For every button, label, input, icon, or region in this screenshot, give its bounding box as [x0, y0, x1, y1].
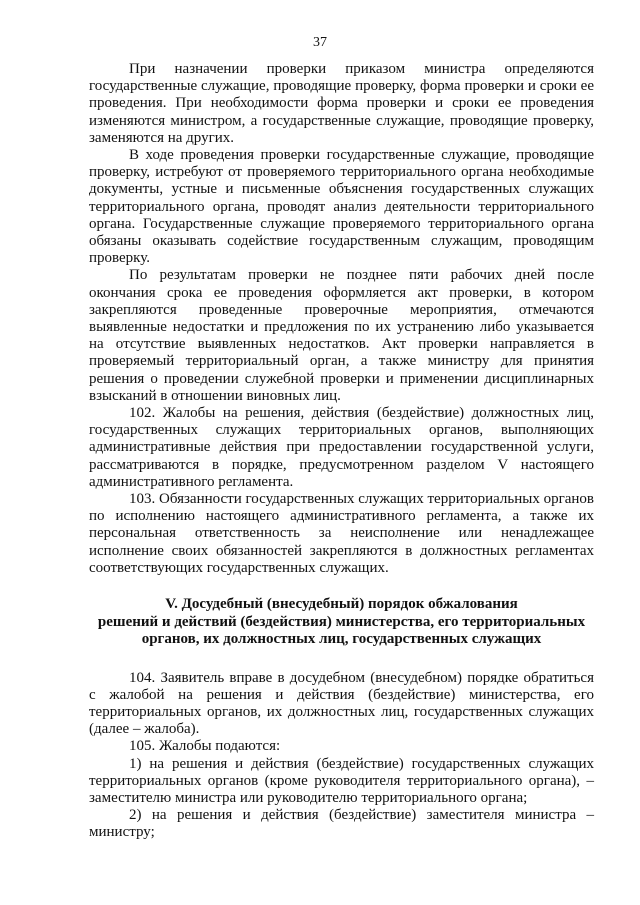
paragraph-103: 103. Обязанности государственных служащих территориальных органов по исполнению настоящего административного регламента, а также их персональная ответственность за неисполнение или ненадлежащее исполнение своих обязанностей закрепляются в должностных регламентах соответствующих государственных служащих.: [89, 491, 595, 576]
paragraph-102: 102. Жалобы на решения, действия (бездействие) должностных лиц, государственных служащих территориальных органов, выполняющих административные действия при предоставлении государственной услуги, рассматриваются в порядке, предусмотренном разделом V настоящего административного регламента.: [89, 405, 594, 490]
section-heading-line-3: органов, их должностных лиц, государственных служащих: [141, 631, 542, 648]
paragraph-105: 105. Жалобы подаются:: [129, 738, 281, 755]
section-heading-line-2: решений и действий (бездействия) министерства, его территориальных: [97, 613, 586, 630]
paragraph-105-item-1: 1) на решения и действия (бездействие) государственных служащих территориальных органов (кроме руководителя территориального органа), – заместителю министра или руководителю территориального органа;: [89, 755, 594, 807]
page-number: 37: [313, 35, 327, 50]
section-heading: [89, 596, 594, 649]
section-heading-line-1: V. Досудебный (внесудебный) порядок обжалования: [165, 596, 518, 613]
paragraph-105-item-2: 2) на решения и действия (бездействие) заместителя министра – министру;: [89, 807, 594, 841]
paragraph-check-results: По результатам проверки не позднее пяти рабочих дней после окончания срока ее проведения оформляется акт проверки, в котором закрепляются проведенные проверочные мероприятия, отмечаются выявленные недостатки и предложения по их устранению либо указывается на отсутствие выявленных недостатков. Акт проверки направляется в проверяемый территориальный орган, а также министру для принятия решения о проведении служебной проверки и применении дисциплинарных взысканий в отношении виновных лиц.: [89, 267, 594, 404]
paragraph-104: 104. Заявитель вправе в досудебном (внесудебном) порядке обратиться с жалобой на решения и действия (бездействие) министерства, его территориальных органов, их должностных лиц, государственных служащих (далее – жалоба).: [89, 669, 594, 738]
paragraph-check-assignment: При назначении проверки приказом министра определяются государственные служащие, проводящие проверку, форма проверки и сроки ее проведения. При необходимости форма проверки и сроки ее проведения изменяются министром, а государственные служащие, проводящие проверку, заменяются на других.: [89, 61, 594, 146]
paragraph-check-process: В ходе проведения проверки государственные служащие, проводящие проверку, истребуют от проверяемого территориального органа необходимые документы, устные и письменные объяснения государственных служащих территориального органа, проводят анализ деятельности территориального органа. Государственные служащие проверяемого территориального органа обязаны оказывать содействие государственным служащим, проводящим проверку.: [89, 147, 594, 267]
document-body: [89, 61, 594, 842]
